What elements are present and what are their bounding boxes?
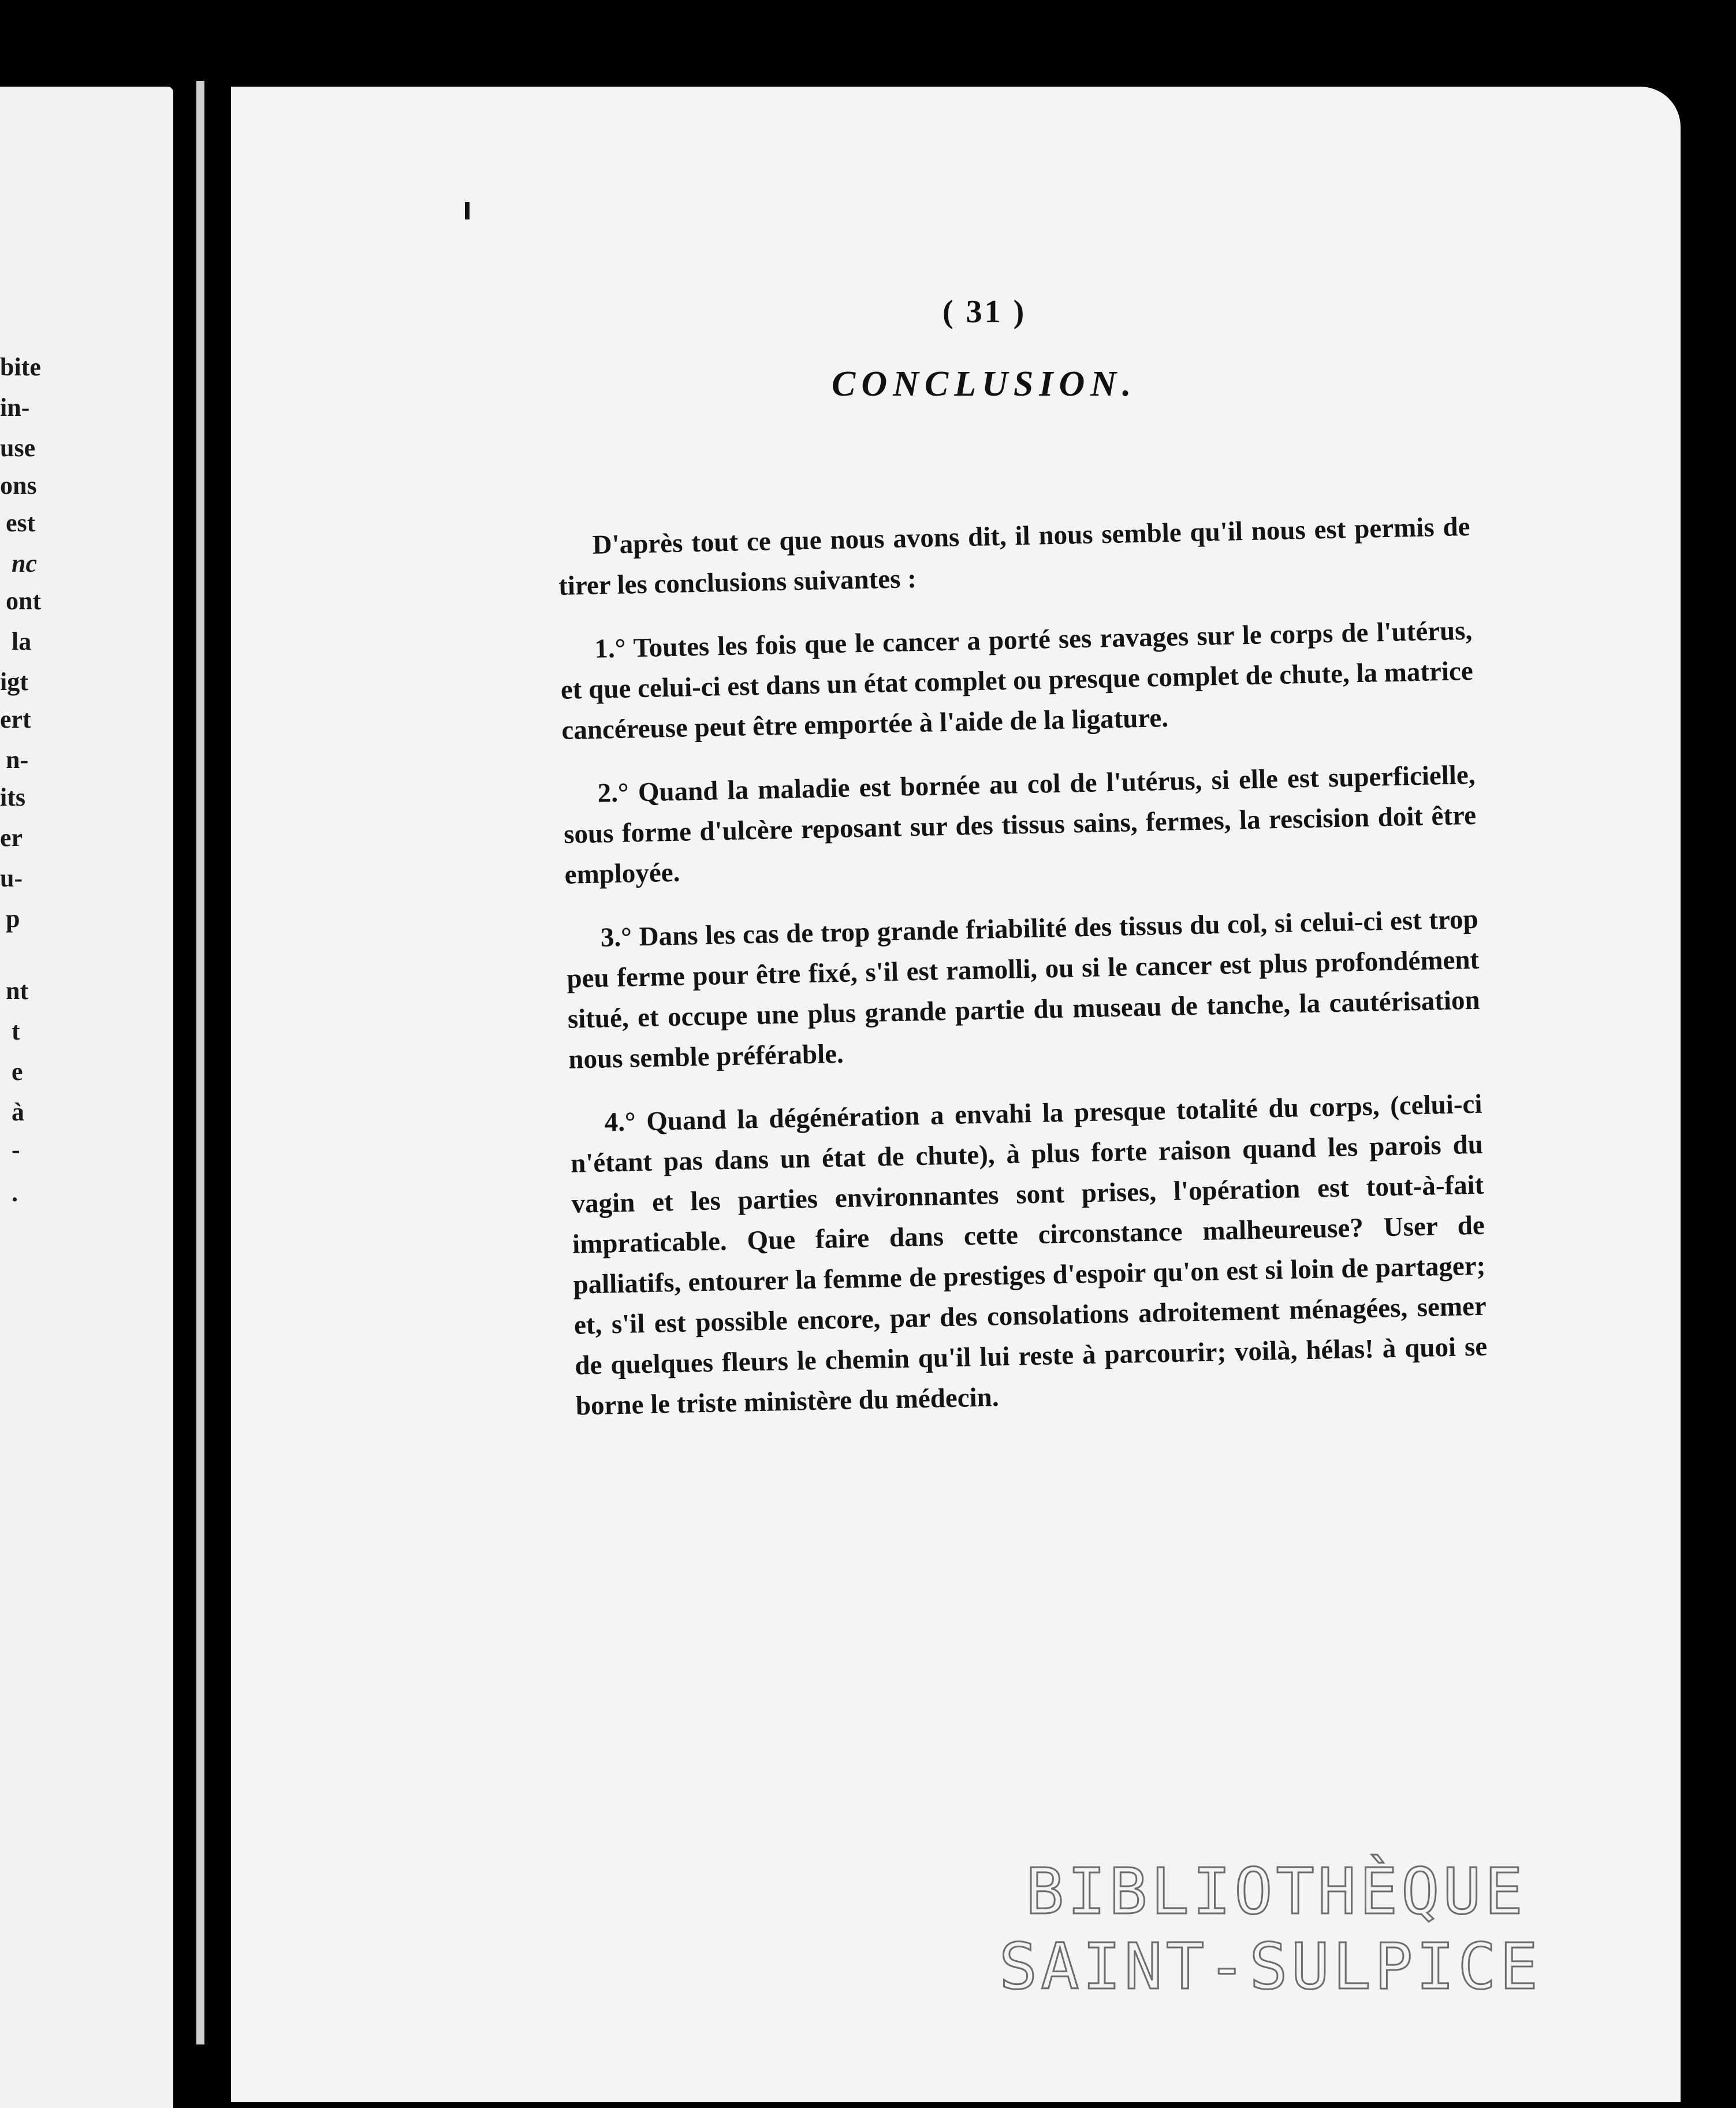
body-text [557,506,1489,1450]
left-page-fragment: er [0,824,23,852]
left-page-fragment: n- [6,746,29,774]
left-page-fragment: ont [6,587,42,615]
left-page-fragment: ons [0,471,37,500]
left-page-fragment: la [12,627,32,656]
stamp-line-1: BIBLIOTHÈQUE [1026,1854,1526,1928]
page-number: ( 31 ) [942,294,1027,330]
left-page-fragment: t [12,1017,20,1045]
left-page-fragment: igt [0,668,28,696]
paragraph-conclusion-2: 2.° Quand la maladie est bornée au col de l'utérus, si elle est superficielle, sous forme d'ulcère reposant sur des tissus sains, fermes, la rescision doit être employée. [563,759,1477,890]
left-page-fragment: . [12,1179,18,1207]
left-facing-page [0,87,173,2108]
paragraph-conclusion-3: 3.° Dans les cas de trop grande friabilité des tissus du col, si celui-ci est trop peu ferme pour être fixé, s'il est ramolli, ou si le cancer est plus profondément situé, et occupe une plus grande partie du museau de tanche, la cautérisation nous semble préférable. [566,904,1481,1075]
left-page-fragment: use [0,434,36,462]
left-page-fragment: in- [0,393,30,422]
left-page-fragment: u- [0,864,23,892]
left-page-fragment: nc [12,549,37,578]
left-page-fragment: à [12,1098,24,1126]
left-page-fragment: nt [6,977,29,1005]
book-gutter [173,81,231,2102]
left-page-fragment: est [6,509,36,537]
library-stamp [999,1854,1541,2004]
left-page-fragment: its [0,783,25,811]
paragraph-conclusion-1: 1.° Toutes les fois que le cancer a porté ses ravages sur le corps de l'utérus, et que celui-ci est dans un état complet ou presque complet de chute, la matrice cancéreuse peut être emportée à l'aide de la ligature. [560,615,1474,746]
ink-mark [465,202,470,219]
stamp-line-2: SAINT-SULPICE [999,1930,1541,2003]
main-page [231,87,1681,2102]
left-page-fragment: e [12,1057,23,1086]
paragraph-intro: D'après tout ce que nous avons dit, il nous semble qu'il nous est permis de tirer les conclusions suivantes : [558,511,1470,601]
left-page-fragment: p [6,904,20,933]
left-page-fragment: bite [0,353,41,381]
page-edge [196,81,204,2044]
left-page-fragment: ert [0,705,31,733]
page-heading: CONCLUSION. [832,364,1137,404]
paragraph-conclusion-4: 4.° Quand la dégénération a envahi la presque totalité du corps, (celui-ci n'étant pas dans un état de chute), à plus forte raison quand les parois du vagin et les parties environnantes sont prises, l'opération est tout-à-fait impraticable. Que faire dans cette circonstance malheureuse? User de palliatifs, entourer la femme de prestiges d'espoir qu'on est si loin de partager; et, s'il est possible encore, par des consolations adroitement ménagées, semer de quelques fleurs le chemin qu'il lui reste à parcourir; voilà, hélas! à quoi se borne le triste ministère du médecin. [570,1089,1488,1421]
left-page-fragment: - [12,1135,20,1164]
